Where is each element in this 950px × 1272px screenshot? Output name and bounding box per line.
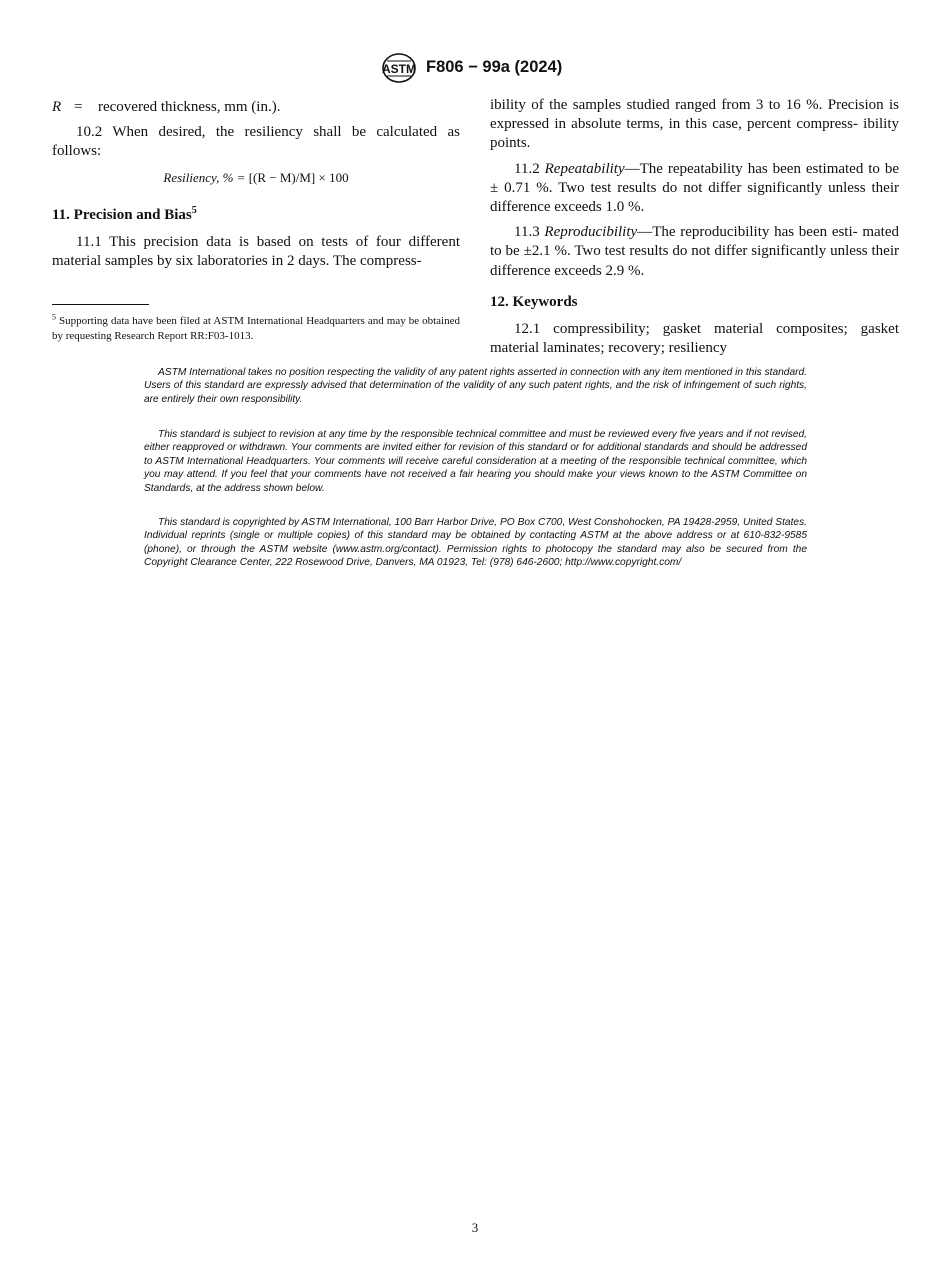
definition-equals: =: [74, 99, 83, 115]
definition-symbol: R: [52, 99, 62, 115]
para-11-3-term: Reproducibility: [544, 224, 638, 241]
svg-text:ASTM: ASTM: [382, 62, 416, 76]
para-11-3-text: —The reproducibility has been esti- mated to be ±2.1 %. Two test results do not differ significantly unless their difference exceeds 2.9 %.: [490, 224, 900, 279]
formula-label: Resiliency, % =: [163, 169, 246, 185]
footnote: [52, 314, 460, 344]
para-11-2-term: Repeatability: [544, 160, 625, 177]
formula-body: [(R − M)/M] × 100: [248, 169, 349, 185]
document-id: F806 − 99a (2024): [426, 58, 563, 76]
left-column: [52, 96, 460, 271]
paragraph-11-2: [490, 160, 899, 218]
paragraph-10-2: 10.2 When desired, the resiliency shall be calculated as follows:: [52, 124, 460, 160]
para-11-3-num: 11.3: [514, 224, 540, 241]
definition-text: recovered thickness, mm (in.).: [98, 99, 281, 115]
paragraph-11-1: 11.1 This precision data is based on tests of four different material samples by six laboratories in 2 days. The compress-: [52, 234, 460, 270]
resiliency-formula: [52, 168, 460, 187]
footnote-ref: 5: [191, 204, 197, 216]
para-11-2-num: 11.2: [514, 160, 540, 177]
definition-r: [52, 98, 460, 117]
right-column: [490, 96, 899, 358]
revision-notice: This standard is subject to revision at any time by the responsible technical committee and must be reviewed every five years and if not revised, either reapproved or withdrawn. Your comments are invited either for revision of this standard or for additional standards and should be addressed to ASTM International Headquarters. Your comments will receive careful consideration at a meeting of the responsible technical committee, which you may attend. If you feel that your comments have not received a fair hearing you should make your views known to the ASTM Committee on Standards, at the address shown below.: [144, 429, 807, 494]
section-12-heading: 12. Keywords: [490, 293, 578, 310]
section-11-title: 11. Precision and Bias: [52, 206, 192, 223]
section-11-heading: [52, 201, 460, 225]
astm-logo-icon: [381, 52, 417, 84]
paragraph-11-1-continuation: ibility of the samples studied ranged from 3 to 16 %. Precision is expressed in absolute terms, in this case, percent compress- ibility points.: [490, 97, 899, 152]
page-header: [0, 52, 950, 86]
footnote-text: Supporting data have been filed at ASTM International Headquarters and may be obtained by requesting Research Report RR:F03-1013.: [52, 315, 460, 342]
para-11-2-text: —The repeatability has been estimated to be ± 0.71 %. Two test results do not differ significantly unless their difference exceeds 1.0 %.: [490, 160, 900, 216]
footnote-divider: [52, 304, 149, 305]
copyright-notice: This standard is copyrighted by ASTM International, 100 Barr Harbor Drive, PO Box C700, West Conshohocken, PA 19428-2959, United States. Individual reprints (single or multiple copies) of this standard may be obtained by contacting ASTM at the above address or at 610-832-9585 (phone), or through the ASTM website (www.astm.org/contact). Permission rights to photocopy the standard may also be secured from the Copyright Clearance Center, 222 Rosewood Drive, Danvers, MA 01923, Tel: (978) 646-2600; http://www.copyright.com/: [144, 517, 807, 569]
paragraph-11-3: [490, 223, 899, 281]
paragraph-12-1: 12.1 compressibility; gasket material composites; gasket material laminates; recovery; resiliency: [490, 321, 899, 357]
patent-notice: ASTM International takes no position respecting the validity of any patent rights asserted in connection with any item mentioned in this standard. Users of this standard are expressly advised that determination of the validity of any such patent rights, and the risk of infringement of such rights, are entirely their own responsibility.: [144, 367, 807, 405]
footnote-mark: 5: [52, 312, 56, 322]
page-number: 3: [471, 1220, 479, 1235]
